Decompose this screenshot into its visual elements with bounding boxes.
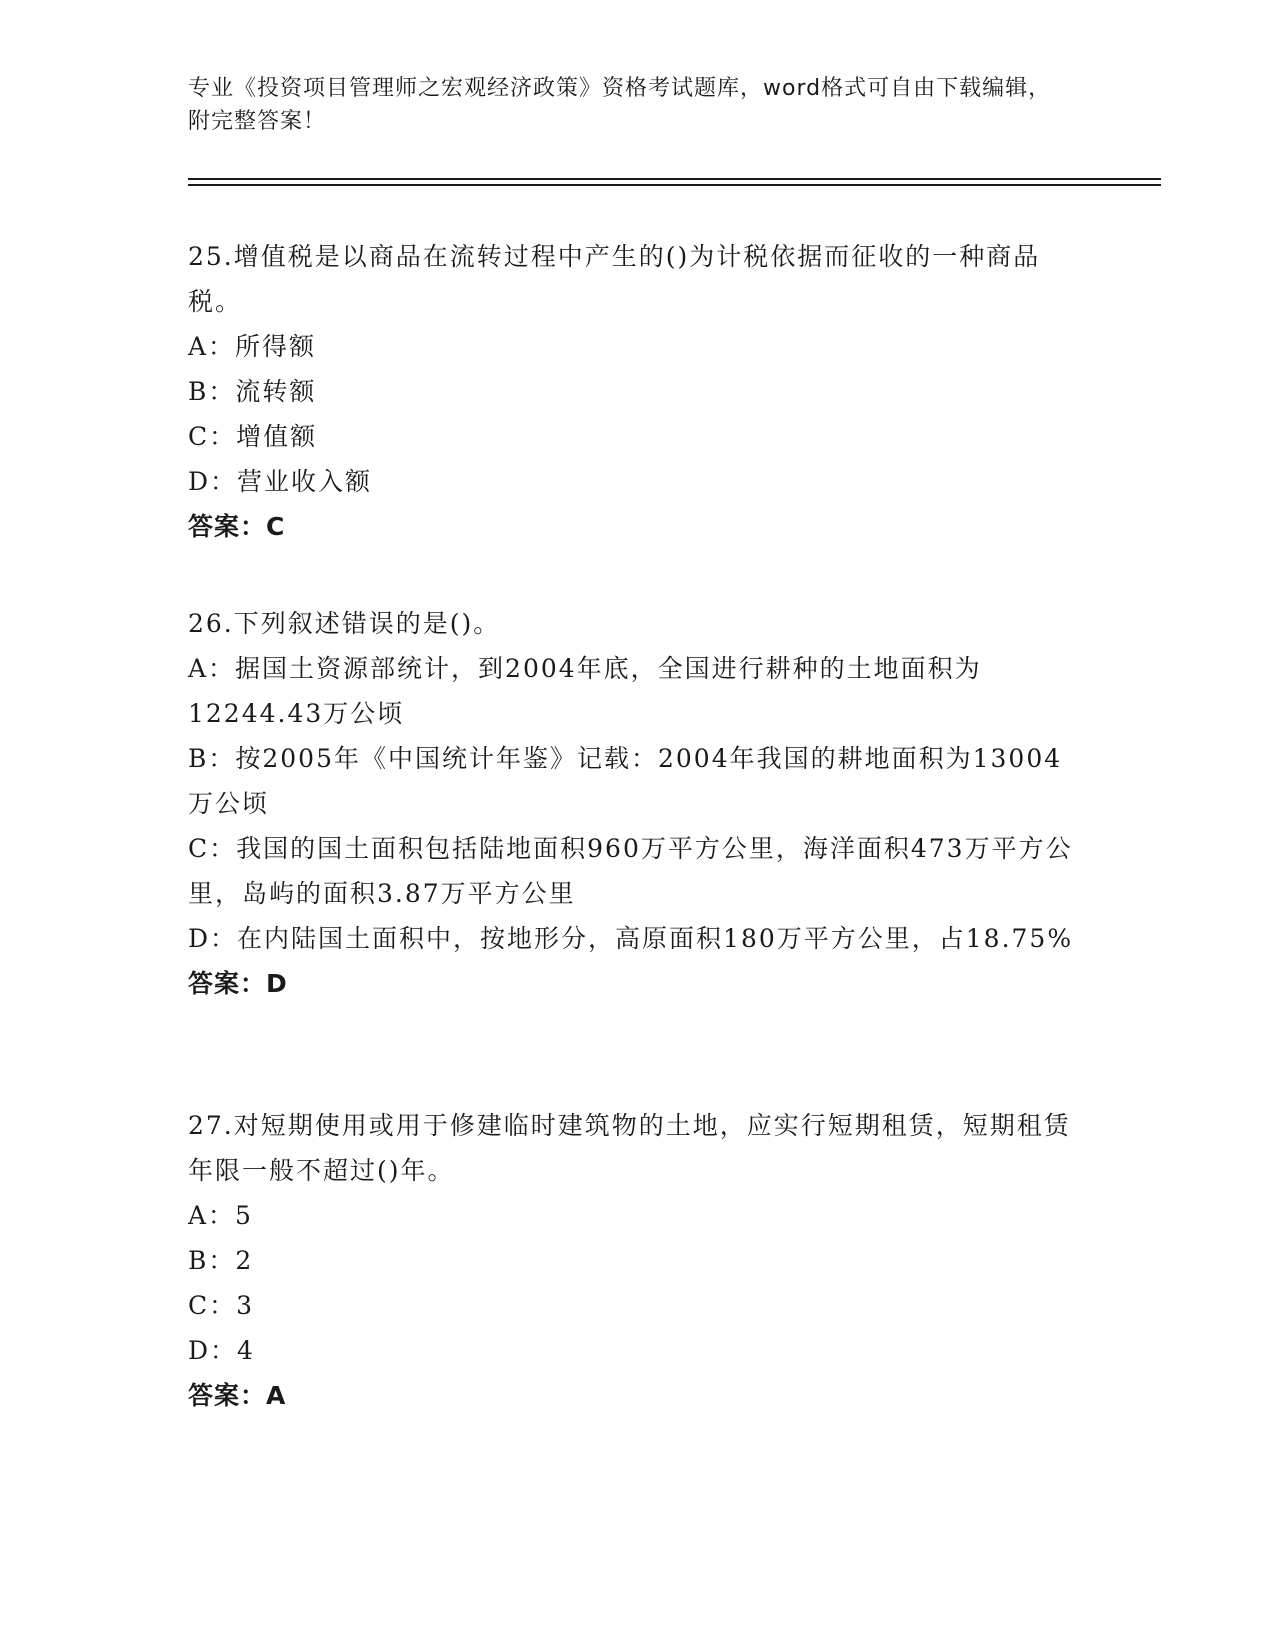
option-b: B：按2005年《中国统计年鉴》记载：2004年我国的耕地面积为13004万公顷 — [188, 744, 1063, 818]
option-c: C：我国的国土面积包括陆地面积960万平方公里，海洋面积473万平方公里，岛屿的面积3.87万平方公里 — [188, 834, 1073, 908]
question-27 — [188, 1103, 1078, 1418]
option-b: B：2 — [188, 1246, 254, 1275]
question-26 — [188, 601, 1078, 1006]
question-stem: 25.增值税是以商品在流转过程中产生的()为计税依据而征收的一种商品税。 — [188, 242, 1041, 316]
option-d: D：营业收入额 — [188, 467, 373, 496]
option-d: D：4 — [188, 1336, 255, 1365]
option-c: C：增值额 — [188, 422, 318, 451]
option-a: A：所得额 — [188, 332, 317, 361]
answer-label: 答案：C — [188, 512, 286, 541]
option-d: D：在内陆国土面积中，按地形分，高原面积180万平方公里，占18.75% — [188, 924, 1074, 953]
option-a: A：据国土资源部统计，到2004年底，全国进行耕种的土地面积为12244.43万公顷 — [188, 654, 982, 728]
answer-label: 答案：D — [188, 969, 288, 998]
option-b: B：流转额 — [188, 377, 317, 406]
header-divider-top — [188, 178, 1161, 180]
question-stem: 26.下列叙述错误的是()。 — [188, 609, 501, 638]
option-c: C：3 — [188, 1291, 255, 1320]
question-25 — [188, 234, 1078, 549]
answer-label: 答案：A — [188, 1381, 287, 1410]
question-stem: 27.对短期使用或用于修建临时建筑物的土地，应实行短期租赁，短期租赁年限一般不超过()年。 — [188, 1111, 1071, 1185]
option-a: A：5 — [188, 1201, 253, 1230]
header-divider-bottom — [188, 184, 1161, 186]
document-header: 专业《投资项目管理师之宏观经济政策》资格考试题库，word格式可自由下载编辑，附完整答案！ — [188, 76, 1052, 134]
